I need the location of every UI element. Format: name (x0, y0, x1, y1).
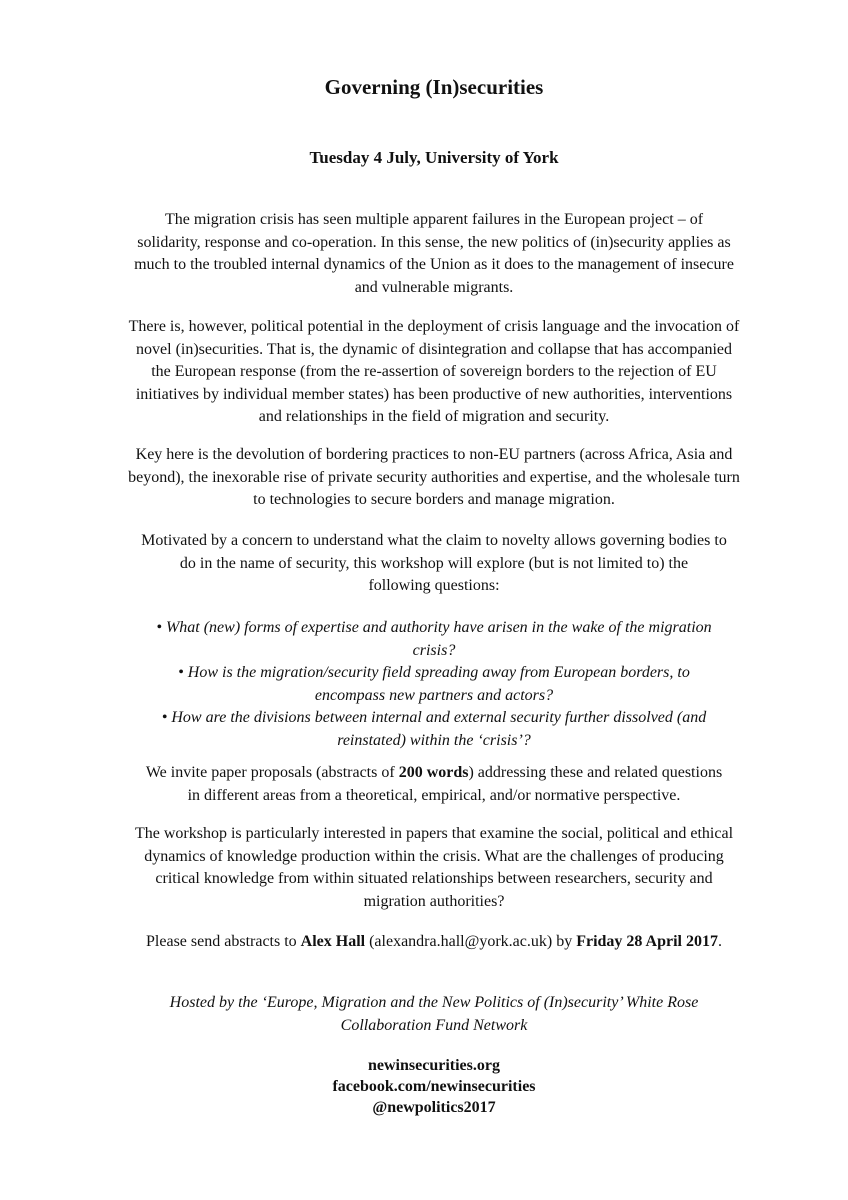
text-line: The workshop is particularly interested in papers that examine the social, political and ethical (134, 825, 734, 842)
text-line: Collaboration Fund Network (340, 1016, 528, 1034)
question-line: crisis? (412, 641, 456, 659)
text-line: do in the name of security, this workshop will explore (but is not limited to) the (179, 554, 689, 572)
facebook-link[interactable]: facebook.com/newinsecurities (332, 1078, 536, 1095)
text-line: Hosted by the ‘Europe, Migration and the New Politics of (In)security’ White Rose (169, 994, 699, 1011)
hosted-by (0, 992, 848, 1037)
page-title: Governing (In)securities (324, 75, 544, 99)
invite-text: We invite paper proposals (abstracts of (145, 764, 399, 781)
text-line: critical knowledge from within situated relationships between researchers, security and (155, 870, 713, 887)
paragraph-political-potential (0, 316, 848, 429)
question-line: • How are the divisions between internal and external security further dissolved (and (161, 709, 707, 726)
text-line: beyond), the inexorable rise of private security authorities and expertise, and the wholesale turn (128, 468, 740, 486)
text-line (0, 762, 848, 785)
paragraph-key-here (0, 444, 848, 512)
text-line: solidarity, response and co-operation. In this sense, the new politics of (in)security applies as (137, 233, 731, 251)
question-line: encompass new partners and actors? (314, 686, 554, 704)
text-line (0, 931, 848, 954)
paragraph-invitation (0, 762, 848, 807)
text-line: migration authorities? (363, 892, 505, 910)
text-line: to technologies to secure borders and manage migration. (253, 491, 615, 508)
contact-links (0, 1055, 848, 1118)
text-line: and relationships in the field of migration and security. (258, 408, 610, 425)
questions-list (0, 617, 848, 752)
text-line: dynamics of knowledge production within the crisis. What are the challenges of producing (144, 847, 724, 865)
text-line: Motivated by a concern to understand what the claim to novelty allows governing bodies to (141, 532, 727, 549)
paragraph-motivation (0, 530, 848, 598)
text-line: Key here is the devolution of bordering practices to non-EU partners (across Africa, Asia and (135, 446, 733, 463)
text-line: initiatives by individual member states) has been productive of new authorities, interventions (135, 385, 733, 403)
text-line: in different areas from a theoretical, empirical, and/or normative perspective. (187, 786, 681, 804)
submission-text: . (717, 933, 722, 950)
word-limit: 200 words (398, 764, 469, 781)
question-line: • How is the migration/security field spreading away from European borders, to (178, 664, 690, 681)
text-line: The migration crisis has seen multiple apparent failures in the European project – of (164, 211, 704, 228)
submission-info (0, 931, 848, 954)
text-line: novel (in)securities. That is, the dynamic of disintegration and collapse that has accompanied (136, 340, 732, 358)
text-line: There is, however, political potential in the deployment of crisis language and the invocation of (128, 318, 740, 335)
text-line: much to the troubled internal dynamics of the Union as it does to the management of insecure (134, 256, 734, 273)
website-link[interactable]: newinsecurities.org (368, 1057, 500, 1074)
paragraph-workshop-interest (0, 823, 848, 913)
question-line: reinstated) within the ‘crisis’? (337, 731, 531, 749)
invite-text: ) addressing these and related questions (468, 764, 723, 781)
contact-name: Alex Hall (300, 933, 366, 950)
twitter-handle[interactable]: @newpolitics2017 (372, 1099, 496, 1116)
paragraph-intro (0, 209, 848, 299)
event-date-venue: Tuesday 4 July, University of York (309, 148, 559, 167)
text-line: the European response (from the re-assertion of sovereign borders to the rejection of EU (151, 363, 717, 380)
contact-email: (alexandra.hall@york.ac.uk) by (365, 933, 577, 950)
text-line: and vulnerable migrants. (354, 278, 514, 296)
deadline-date: Friday 28 April 2017 (576, 933, 718, 950)
submission-text: Please send abstracts to (146, 933, 301, 950)
question-line: • What (new) forms of expertise and authority have arisen in the wake of the migration (156, 619, 712, 636)
text-line: following questions: (368, 577, 500, 594)
